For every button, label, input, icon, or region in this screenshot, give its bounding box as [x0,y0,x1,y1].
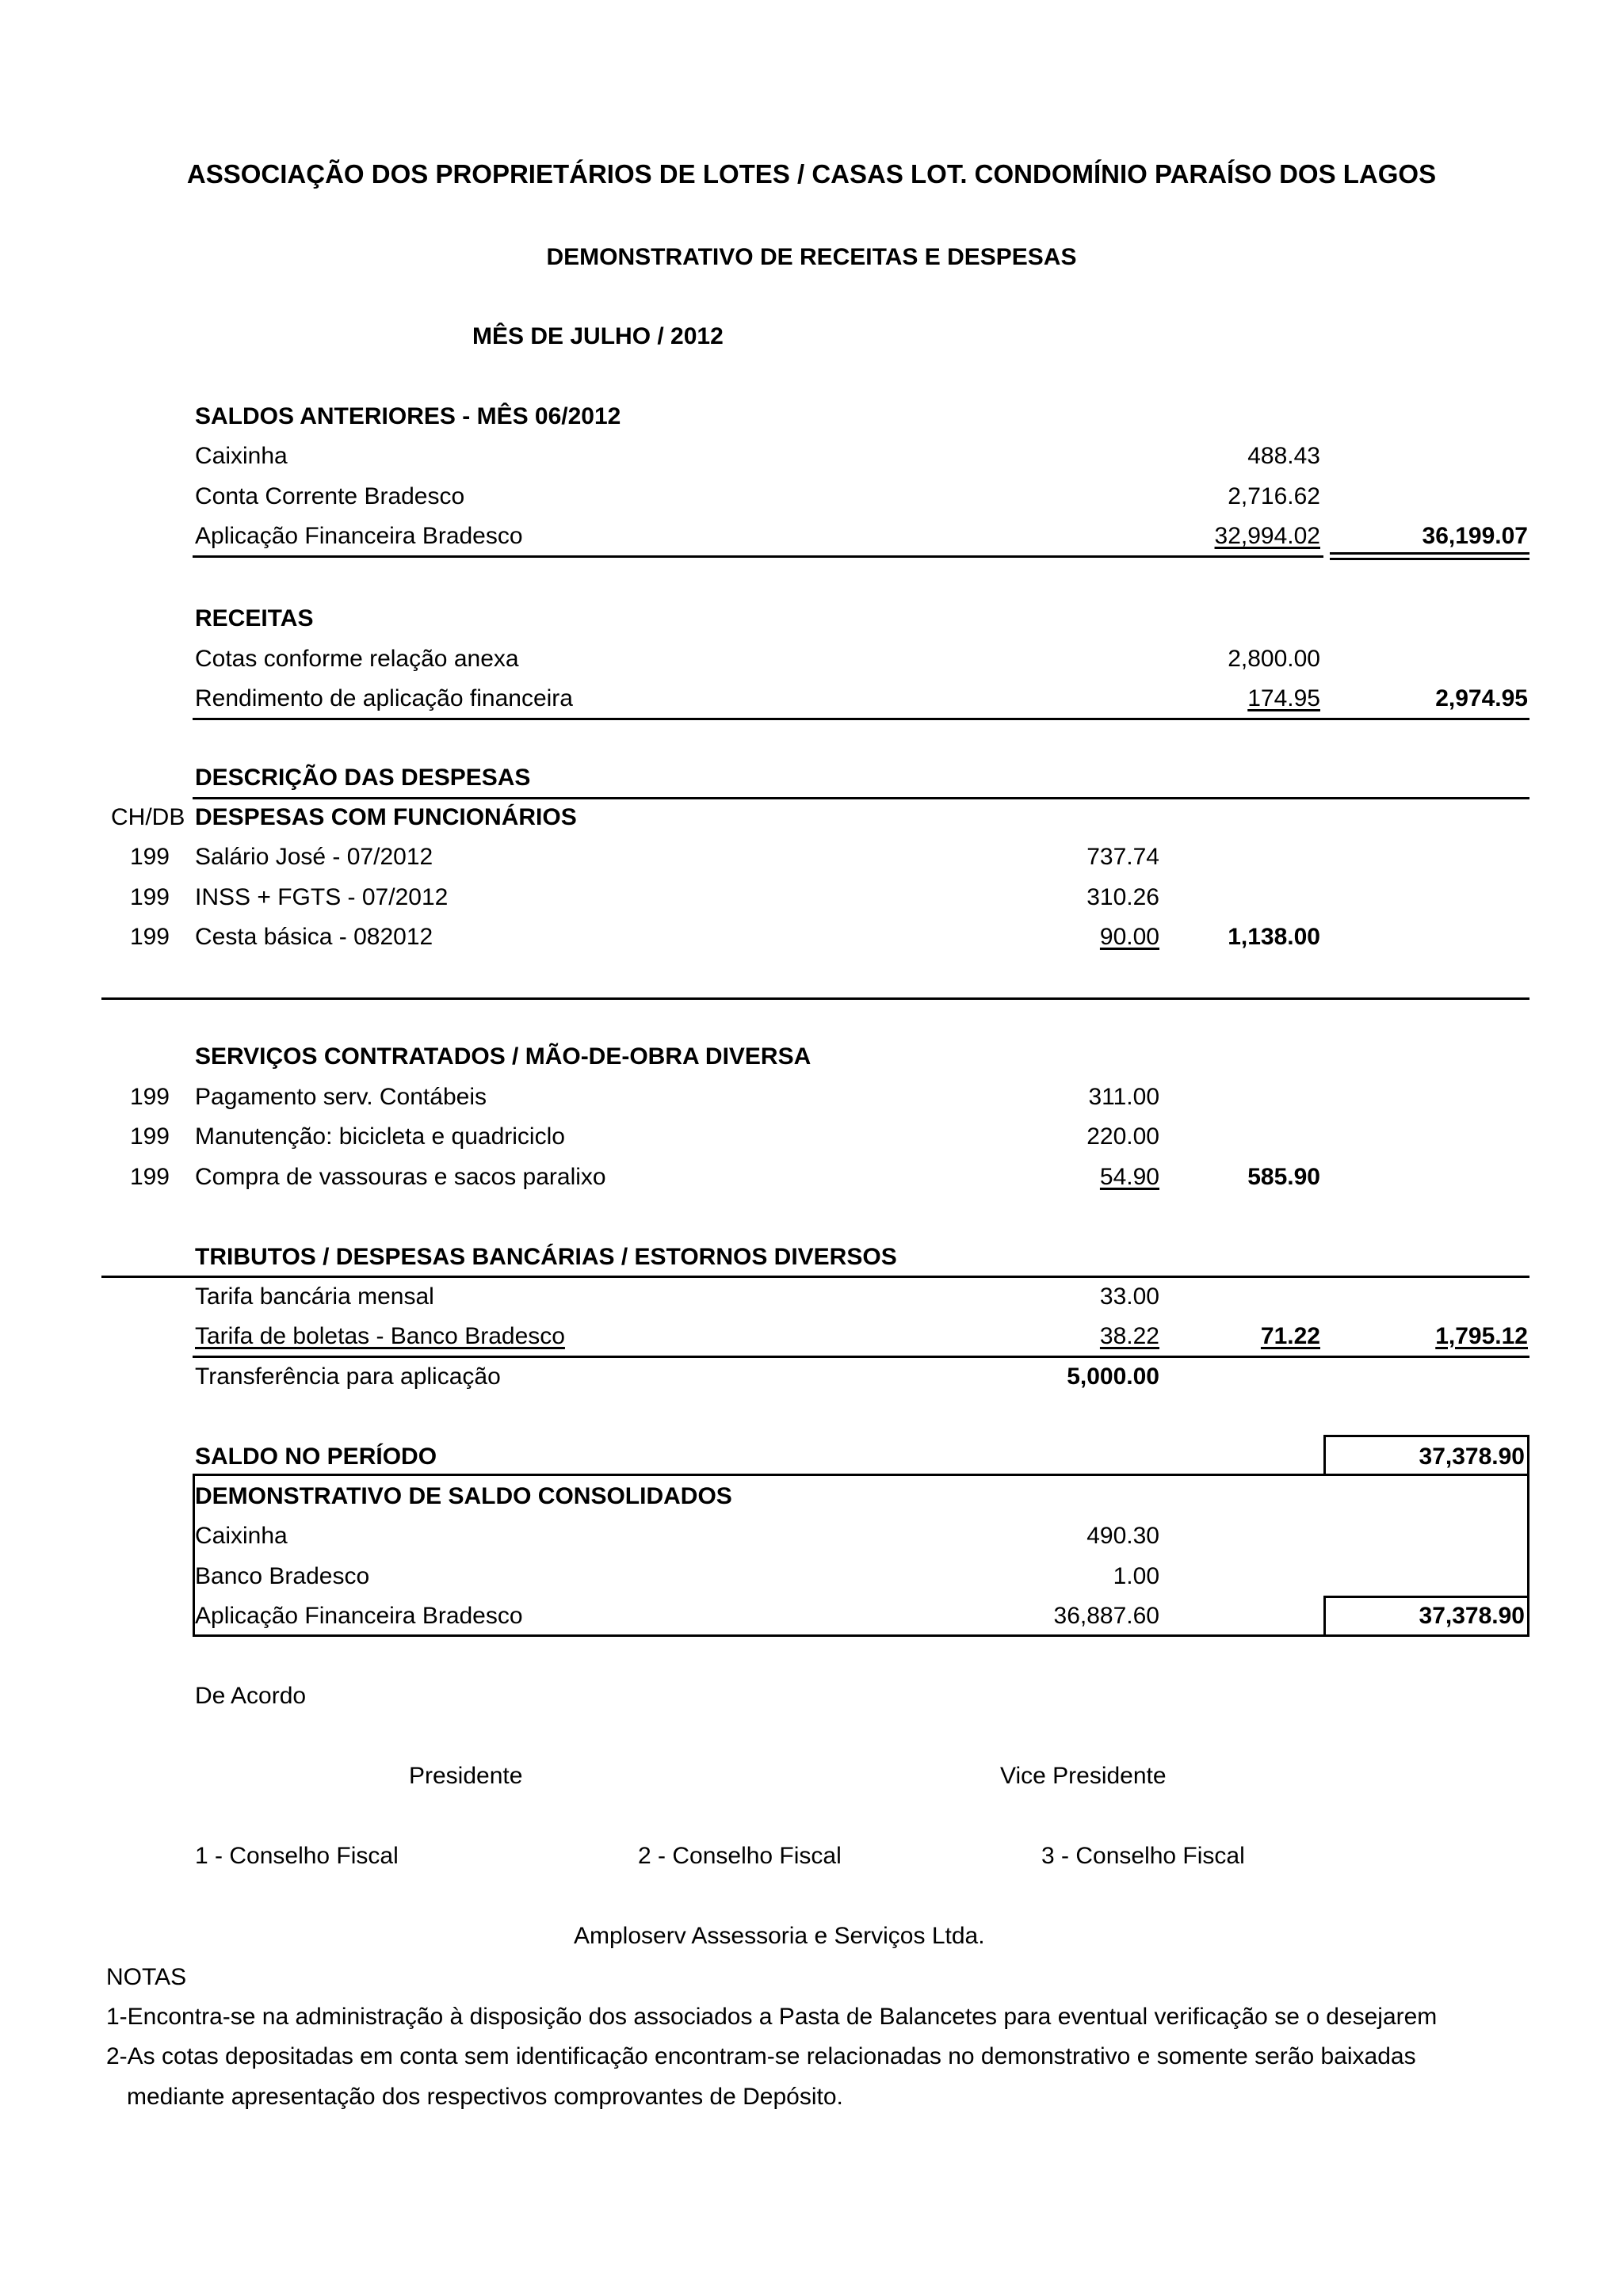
transfer-label: Transferência para aplicação [195,1363,501,1390]
expense-value: 33.00 [1099,1283,1159,1310]
receitas-row-label: Rendimento de aplicação financeira [195,685,573,711]
expense-value: 54.90 [1099,1164,1159,1190]
president-signature: Presidente [409,1763,523,1789]
ch-code: 199 [129,1123,170,1150]
saldos-row-value: 2,716.62 [1228,483,1320,509]
document-title: DEMONSTRATIVO DE RECEITAS E DESPESAS [546,244,1077,270]
divider [193,555,1323,558]
consolidado-title: DEMONSTRATIVO DE SALDO CONSOLIDADOS [195,1483,732,1509]
consolidado-row-value: 490.30 [1086,1523,1159,1549]
divider [193,718,1529,720]
notes-title: NOTAS [106,1964,187,1990]
funcionarios-title: DESPESAS COM FUNCIONÁRIOS [195,804,577,830]
saldo-periodo-value: 37,378.90 [1419,1444,1525,1470]
ch-code: 199 [129,884,170,910]
fiscal-signature-1: 1 - Conselho Fiscal [195,1843,399,1869]
saldos-row-label: Caixinha [195,443,288,469]
expense-value: 90.00 [1099,924,1159,950]
company-name: Amploserv Assessoria e Serviços Ltda. [574,1923,985,1949]
tributos-subtotal: 71.22 [1260,1323,1320,1349]
servicos-title: SERVIÇOS CONTRATADOS / MÃO-DE-OBRA DIVERSA [195,1043,812,1070]
consolidado-row-label: Aplicação Financeira Bradesco [195,1603,523,1629]
expense-value: 311.00 [1088,1084,1159,1110]
note-2-continued: mediante apresentação dos respectivos comprovantes de Depósito. [127,2084,843,2110]
note-2: 2-As cotas depositadas em conta sem identificação encontram-se relacionadas no demonstrativo e somente serão baixadas [106,2043,1416,2069]
saldos-row-value: 488.43 [1247,443,1320,469]
divider [193,1356,1529,1358]
ch-code: 199 [129,924,170,950]
divider [101,1276,1529,1278]
ch-code: 199 [129,1164,170,1190]
agree-text: De Acordo [195,1683,307,1709]
period-label: MÊS DE JULHO / 2012 [472,323,724,349]
receitas-row-label: Cotas conforme relação anexa [195,646,519,672]
expense-label: Cesta básica - 082012 [195,924,433,950]
expense-label: Manutenção: bicicleta e quadriciclo [195,1123,565,1150]
expense-label: Compra de vassouras e sacos paralixo [195,1164,606,1190]
saldo-periodo-label: SALDO NO PERÍODO [195,1444,437,1470]
divider [193,797,1529,799]
receitas-row-value: 174.95 [1247,685,1320,711]
tributos-title: TRIBUTOS / DESPESAS BANCÁRIAS / ESTORNOS DIVERSOS [195,1244,897,1270]
servicos-subtotal: 585.90 [1247,1164,1320,1190]
expense-label: Tarifa bancária mensal [195,1283,434,1310]
expense-value: 220.00 [1086,1123,1159,1150]
expense-value: 38.22 [1099,1323,1159,1349]
expense-label: Tarifa de boletas - Banco Bradesco [195,1323,565,1349]
note-1: 1-Encontra-se na administração à disposição dos associados a Pasta de Balancetes para eventual verificação se o desejarem [106,2004,1438,2030]
saldos-row-value: 32,994.02 [1214,523,1320,549]
vice-president-signature: Vice Presidente [1000,1763,1167,1789]
double-underline [1330,552,1529,560]
saldos-total: 36,199.07 [1422,523,1528,549]
fiscal-signature-3: 3 - Conselho Fiscal [1041,1843,1245,1869]
transfer-value: 5,000.00 [1067,1363,1159,1390]
saldos-row-label: Conta Corrente Bradesco [195,483,465,509]
consolidado-total: 37,378.90 [1419,1603,1525,1629]
funcionarios-subtotal: 1,138.00 [1228,924,1320,950]
despesas-title: DESCRIÇÃO DAS DESPESAS [195,765,531,791]
consolidado-row-label: Caixinha [195,1523,288,1549]
saldos-title: SALDOS ANTERIORES - MÊS 06/2012 [195,403,621,429]
divider [101,997,1529,1000]
ch-code: 199 [129,844,170,870]
consolidado-row-value: 1.00 [1113,1563,1159,1589]
fiscal-signature-2: 2 - Conselho Fiscal [638,1843,842,1869]
expense-value: 310.26 [1086,884,1159,910]
consolidado-row-label: Banco Bradesco [195,1563,370,1589]
receitas-total: 2,974.95 [1435,685,1528,711]
org-title: ASSOCIAÇÃO DOS PROPRIETÁRIOS DE LOTES / CASAS LOT. CONDOMÍNIO PARAÍSO DOS LAGOS [186,159,1437,189]
expense-label: Pagamento serv. Contábeis [195,1084,487,1110]
receitas-row-value: 2,800.00 [1228,646,1320,672]
ch-db-header: CH/DB [111,804,185,830]
expense-value: 737.74 [1086,844,1159,870]
receitas-title: RECEITAS [195,605,314,631]
despesas-total: 1,795.12 [1435,1323,1528,1349]
expense-label: INSS + FGTS - 07/2012 [195,884,449,910]
ch-code: 199 [129,1084,170,1110]
expense-label: Salário José - 07/2012 [195,844,433,870]
consolidado-row-value: 36,887.60 [1053,1603,1159,1629]
saldos-row-label: Aplicação Financeira Bradesco [195,523,523,549]
